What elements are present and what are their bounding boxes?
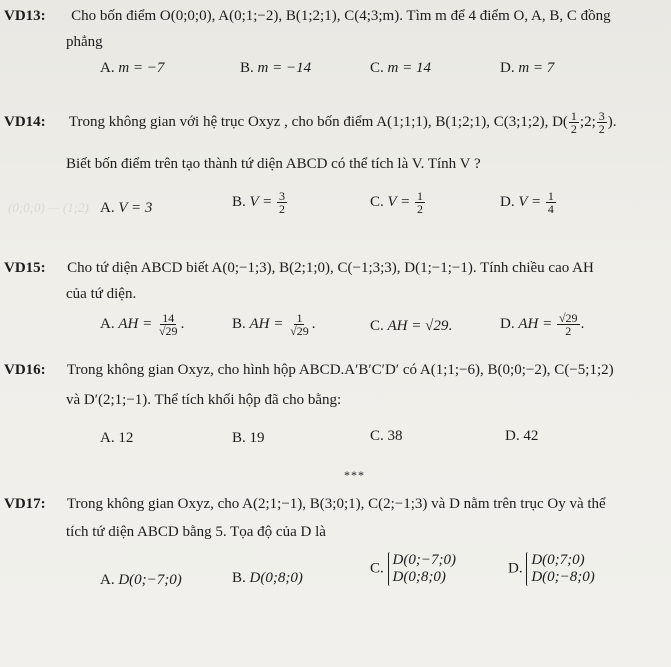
question-vd15: [4, 260, 594, 277]
fraction: $\frac{3}{2}$: [598, 109, 605, 136]
vd13-option-d: D. m = 7: [500, 60, 555, 76]
vd14-option-c: C. V = $\frac{1}{2}$: [370, 189, 424, 216]
question-label: VD15:: [4, 260, 46, 276]
fraction: $\frac{1}{2}$: [570, 109, 577, 136]
question-text: Cho bốn điểm O(0;0;0), A(0;1;−2), B(1;2;1), C(4;3;m). Tìm m để 4 điểm O, A, B, C đồng: [71, 8, 611, 24]
question-label: VD17:: [4, 496, 46, 512]
vd15-option-a: A. AH = $\frac{14}{√29}$ .: [100, 311, 185, 338]
vd16-option-b: B. 19: [232, 430, 265, 446]
question-text: Trong không gian Oxyz, cho A(2;1;−1), B(3;0;1), C(2;−1;3) và D nằm trên trục Oy và thể: [66, 496, 606, 512]
question-vd17-line2: tích tứ diện ABCD bằng 5. Tọa độ của D là: [66, 524, 326, 540]
vd14-option-b: B. V = $\frac{3}{2}$: [232, 189, 286, 216]
vd16-option-c: C. 38: [370, 428, 403, 444]
question-text: Trong không gian với hệ trục Oxyz , cho bốn điểm A(1;1;1), B(1;2;1), C(3;1;2), D: [68, 113, 563, 130]
vd13-option-a: A. m = −7: [100, 60, 165, 76]
vd13-option-c: C. m = 14: [370, 60, 431, 76]
fraction: $\frac{√29}{2}$: [558, 311, 578, 338]
question-vd17: [4, 496, 606, 513]
fraction: $\frac{1}{4}$: [547, 189, 554, 216]
question-vd13: [4, 8, 611, 25]
system-brace: D(0;7;0) D(0;−8;0): [526, 552, 594, 586]
vd15-option-b: B. AH = $\frac{1}{√29}$ .: [232, 311, 316, 338]
vd17-option-a: A. D(0;−7;0): [100, 572, 182, 588]
fraction: $\frac{3}{2}$: [279, 189, 286, 216]
question-vd14-line2: Biết bốn điểm trên tạo thành tứ diện ABCD có thể tích là V. Tính V ?: [66, 156, 481, 172]
question-label: VD16:: [4, 362, 46, 378]
vd16-option-d: D. 42: [505, 428, 539, 444]
question-text: Cho tứ diện ABCD biết A(0;−1;3), B(2;1;0), C(−1;3;3), D(1;−1;−1). Tính chiều cao AH: [67, 260, 594, 276]
question-label: VD13:: [4, 8, 46, 24]
vd15-option-c: C. AH = √29.: [370, 318, 453, 334]
question-vd14: VD14: Trong không gian với hệ trục Oxyz , cho bốn điểm A(1;1;1), B(1;2;1), C(3;1;2), D( $\frac{1}{2}$ ;2; $\frac{3}{2}$ ).: [4, 109, 617, 136]
system-brace: D(0;−7;0) D(0;8;0): [388, 552, 456, 586]
fraction: $\frac{1}{√29}$: [290, 311, 309, 338]
fraction: $\frac{14}{√29}$: [158, 311, 178, 338]
fraction: $\frac{1}{2}$: [417, 189, 424, 216]
question-vd15-line2: của tứ diện.: [66, 286, 137, 302]
vd15-option-d: D. AH = $\frac{√29}{2}$ .: [500, 311, 585, 338]
vd14-option-a: A. V = 3: [100, 200, 153, 216]
vd14-option-d: D. V = $\frac{1}{4}$: [500, 189, 554, 216]
vd17-option-b: B. D(0;8;0): [232, 570, 303, 586]
vd17-option-d: D. D(0;7;0) D(0;−8;0): [508, 552, 595, 585]
vd17-option-c: C. D(0;−7;0) D(0;8;0): [370, 552, 456, 585]
question-vd16-line2: và D′(2;1;−1). Thể tích khối hộp đã cho bằng:: [66, 392, 342, 408]
bleed-through-text: (0;0;0) — (1;2): [8, 200, 89, 215]
vd13-option-b: B. m = −14: [240, 60, 312, 76]
question-label: VD14:: [4, 113, 46, 130]
question-vd16: [4, 362, 614, 379]
vd16-option-a: A. 12: [100, 430, 134, 446]
question-vd13-line2: phẳng: [66, 34, 103, 50]
question-text: Trong không gian Oxyz, cho hình hộp ABCD.A′B′C′D′ có A(1;1;−6), B(0;0;−2), C(−5;1;2): [66, 362, 614, 378]
section-separator: ***: [344, 468, 365, 482]
